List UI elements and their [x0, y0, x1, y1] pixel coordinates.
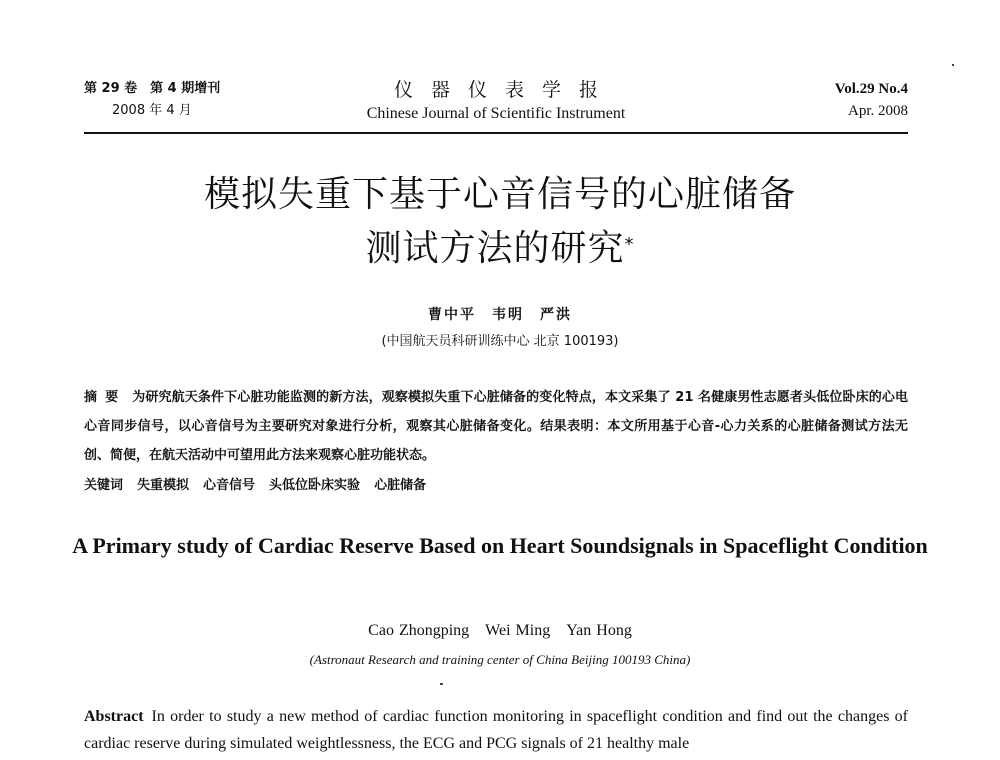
journal-name-en: Chinese Journal of Scientific Instrument — [366, 105, 626, 122]
abstract-en — [84, 703, 908, 757]
affiliation-en: (Astronaut Research and training center of China Beijing 100193 China) — [309, 652, 691, 667]
journal-name-cn: 仪器仪表学报 — [393, 79, 616, 101]
keyword-item: 失重模拟 — [137, 478, 190, 493]
keyword-item: 心脏储备 — [374, 478, 427, 493]
title-footnote-mark: * — [624, 234, 635, 255]
abstract-cn — [84, 383, 908, 470]
header-right — [835, 78, 908, 122]
title-cn-line2-wrap — [0, 222, 1000, 276]
author-en: Yan Hong — [566, 622, 632, 639]
title-cn-line1: 模拟失重下基于心音信号的心脏储备 — [203, 174, 796, 215]
volume-issue-cn: 第 29 卷 第 4 期增刊 — [84, 81, 221, 96]
author-en: Wei Ming — [485, 622, 551, 639]
abstract-en-text: In order to study a new method of cardiac function monitoring in spaceflight condition and find out the changes of cardiac reserve during simulated weightlessness, the ECG and PCG signals of 21 healthy male — [84, 708, 908, 752]
authors-en — [0, 620, 1000, 642]
authors-cn: 曹中平 韦明 严洪 — [428, 307, 572, 323]
keywords-cn — [84, 471, 908, 500]
title-en: A Primary study of Cardiac Reserve Based on Heart Soundsignals in Spaceflight Condition — [72, 533, 928, 558]
scan-speck — [952, 64, 954, 66]
title-cn-line2: 测试方法的研究 — [365, 228, 625, 269]
keywords-cn-label: 关键词 — [84, 478, 124, 493]
journal-header — [84, 78, 908, 134]
date-en: Apr. 2008 — [848, 103, 908, 119]
author-en: Cao Zhongping — [368, 622, 470, 639]
keyword-item: 头低位卧床实验 — [269, 478, 361, 493]
affiliation-cn: (中国航天员科研训练中心 北京 100193) — [381, 334, 619, 349]
abstract-en-label: Abstract — [84, 708, 144, 725]
keyword-item: 心音信号 — [203, 478, 256, 493]
scan-speck — [440, 683, 443, 685]
volume-issue-en: Vol.29 No.4 — [834, 81, 908, 97]
date-cn: 2008 年 4 月 — [112, 103, 192, 118]
header-center — [84, 78, 908, 126]
title-cn — [0, 168, 1000, 276]
abstract-cn-label: 摘要 — [84, 390, 127, 405]
abstract-cn-text: 为研究航天条件下心脏功能监测的新方法，观察模拟失重下心脏储备的变化特点，本文采集了 21 名健康男性志愿者头低位卧床的心电心音同步信号，以心音信号为主要研究对象进行分析，观察其心脏储备变化。结果表明：本文所用基于心音-心力关系的心脏储备测试方法无创、简便，在航天活动中可望用此方法来观察心脏功能状态。 — [84, 390, 908, 463]
